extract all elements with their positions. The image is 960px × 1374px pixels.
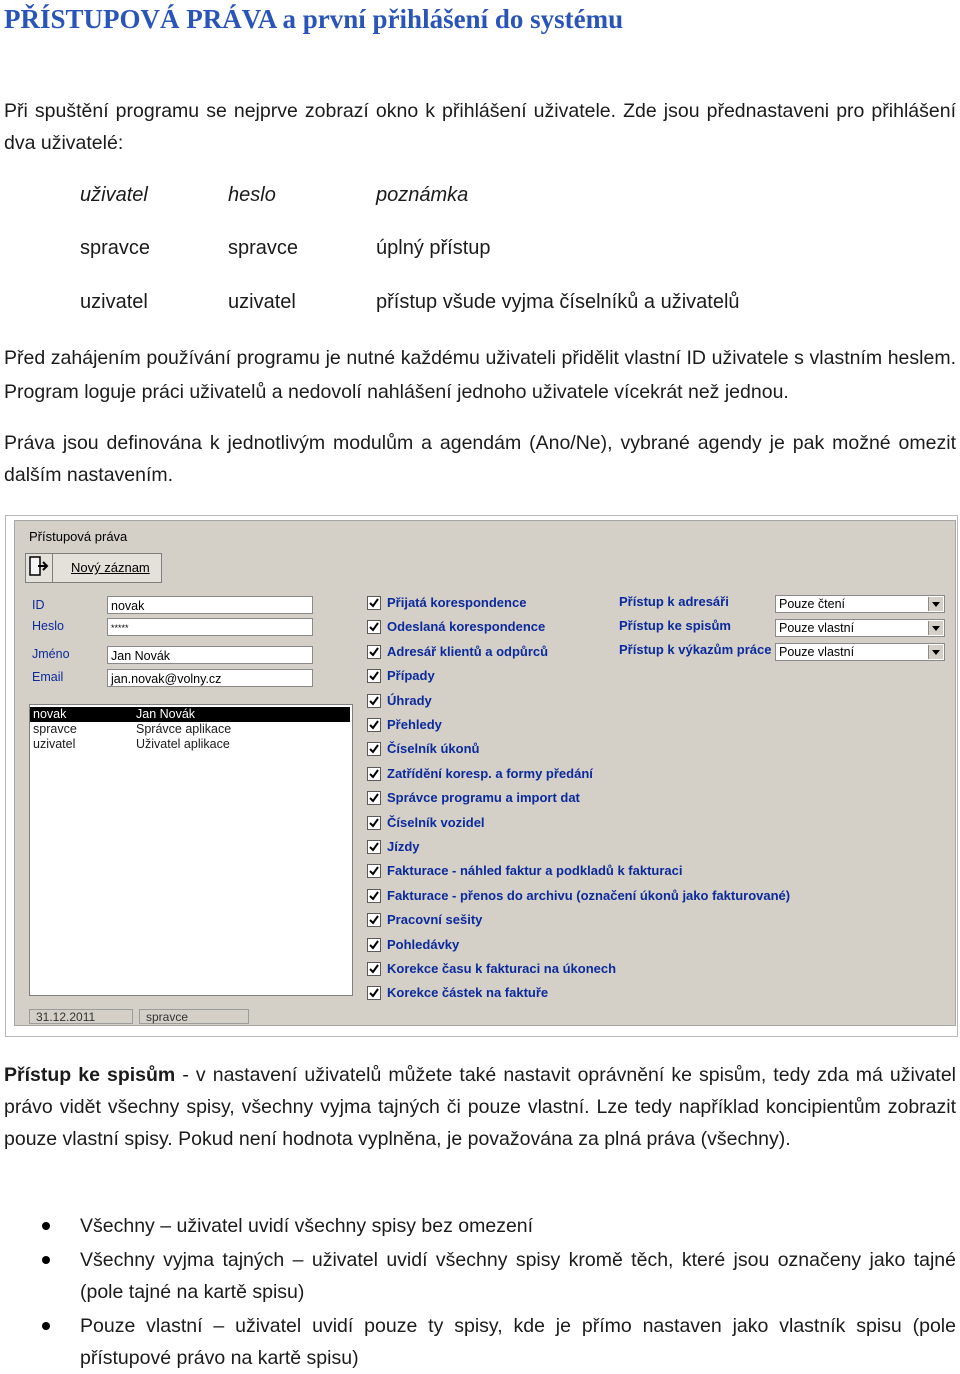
intro-paragraph: Při spuštění programu se nejprve zobrazí okno k přihlášení uživatele. Zde jsou přednastaveni pro přihlášení dva uživatelé:	[4, 100, 956, 154]
checkmark-icon	[369, 915, 379, 925]
module-checkbox[interactable]	[367, 938, 381, 952]
checkmark-icon	[369, 891, 379, 901]
checkmark-icon	[369, 696, 379, 706]
module-checkbox[interactable]	[367, 840, 381, 854]
module-checkbox-label: Jízdy	[387, 839, 420, 854]
window-title: Přístupová práva	[29, 529, 128, 544]
checkmark-icon	[369, 793, 379, 803]
module-checkbox[interactable]	[367, 986, 381, 1000]
checkmark-icon	[369, 940, 379, 950]
module-checkbox[interactable]	[367, 767, 381, 781]
module-checkbox-label: Přehledy	[387, 717, 442, 732]
status-user: spravce	[139, 1009, 249, 1024]
module-checkbox-label: Fakturace - náhled faktur a podkladů k fakturaci	[387, 863, 683, 879]
bullet-dot	[42, 1322, 50, 1330]
list-item[interactable]	[30, 737, 350, 752]
module-checkbox[interactable]	[367, 596, 381, 610]
chevron-down-icon[interactable]	[928, 645, 943, 659]
table-header-note: poznámka	[376, 184, 469, 206]
table-header-password: heslo	[228, 184, 276, 206]
module-checkbox[interactable]	[367, 791, 381, 805]
module-checkbox[interactable]	[367, 718, 381, 732]
module-checkbox[interactable]	[367, 694, 381, 708]
paragraph-rights: Práva jsou definována k jednotlivým modulům a agendám (Ano/Ne), vybrané agendy je pak možné omezit dalším nastavením.	[4, 432, 956, 486]
id-field[interactable]: novak	[107, 596, 313, 614]
list-item-name: Správce aplikace	[136, 722, 232, 736]
name-label: Jméno	[32, 647, 70, 661]
module-checkbox[interactable]	[367, 913, 381, 927]
bullet-dot	[42, 1256, 50, 1264]
table-cell: spravce	[80, 237, 151, 259]
checkmark-icon	[369, 818, 379, 828]
list-item: Pouze vlastní – uživatel uvidí pouze ty spisy, kde je přímo nastaven jako vlastník spisu (pole přístupové právo na kartě spisu)	[80, 1315, 956, 1369]
module-checkbox-label: Pohledávky	[387, 936, 460, 952]
access-address-label: Přístup k adresáři	[619, 594, 729, 609]
access-rights-window	[14, 520, 956, 1026]
file-access-text: - v nastavení uživatelů můžete také nastavit oprávnění ke spisům, tedy zda má uživatel právo vidět všechny spisy, všechny vyjma tajných či pouze vlastní. Lze tedy například koncipientům zobrazit pouze vlastní spisy. Pokud není hodnota vyplněna, je považována za plná práva (všechny).	[4, 1064, 957, 1150]
name-field[interactable]: Jan Novák	[107, 646, 313, 664]
module-checkbox[interactable]	[367, 669, 381, 683]
checkmark-icon	[369, 842, 379, 852]
module-checkbox[interactable]	[367, 889, 381, 903]
email-field[interactable]: jan.novak@volny.cz	[107, 669, 313, 687]
status-date: 31.12.2011	[29, 1009, 133, 1024]
checkmark-icon	[369, 647, 379, 657]
exit-door-icon	[26, 554, 50, 578]
table-cell: uzivatel	[228, 291, 296, 313]
module-checkbox[interactable]	[367, 620, 381, 634]
list-item-login: spravce	[33, 722, 77, 736]
chevron-down-icon[interactable]	[928, 597, 943, 611]
select-value: Pouze čtení	[779, 597, 846, 611]
checkmark-icon	[369, 671, 379, 681]
checkmark-icon	[369, 964, 379, 974]
list-item: Všechny – uživatel uvidí všechny spisy bez omezení	[80, 1215, 534, 1237]
module-checkbox-label: Korekce času k fakturaci na úkonech	[387, 961, 617, 976]
paragraph-file-access	[4, 1059, 956, 1155]
new-record-label: Nový záznam	[71, 560, 150, 575]
module-checkbox-label: Číselník vozidel	[387, 814, 485, 830]
module-checkbox-label: Číselník úkonů	[387, 741, 480, 757]
list-item-name: Jan Novák	[136, 707, 196, 721]
table-cell: přístup všude vyjma číselníků a uživatelů	[376, 291, 740, 313]
checkmark-icon	[369, 598, 379, 608]
module-checkbox[interactable]	[367, 864, 381, 878]
password-field[interactable]: *****	[107, 618, 313, 636]
checkmark-icon	[369, 720, 379, 730]
list-item-name: Uživatel aplikace	[136, 737, 230, 751]
new-record-button[interactable]	[52, 553, 162, 583]
module-checkbox[interactable]	[367, 645, 381, 659]
checkmark-icon	[369, 622, 379, 632]
select-value: Pouze vlastní	[779, 621, 855, 635]
module-checkbox-label: Odeslaná korespondence	[387, 619, 546, 635]
module-checkbox-label: Přijatá korespondence	[387, 595, 527, 610]
id-label: ID	[32, 598, 45, 612]
file-access-term: Přístup ke spisům	[4, 1064, 176, 1086]
access-files-label: Přístup ke spisům	[619, 618, 731, 633]
chevron-down-icon[interactable]	[928, 621, 943, 635]
bullet-dot	[42, 1222, 50, 1230]
select-value: Pouze vlastní	[779, 645, 855, 659]
exit-button[interactable]	[25, 553, 53, 583]
paragraph-ids: Před zahájením používání programu je nutné každému uživateli přidělit vlastní ID uživatele s vlastním heslem. Program loguje práci uživatelů a nedovolí nahlášení jednoho uživatele vícekrát než jednou.	[4, 347, 956, 403]
list-item[interactable]	[30, 707, 350, 722]
module-checkbox-label: Korekce částek na faktuře	[387, 985, 549, 1001]
page-title: PŘÍSTUPOVÁ PRÁVA a první přihlášení do systému	[4, 4, 624, 34]
access-timesheets-select[interactable]	[775, 643, 945, 661]
module-checkbox[interactable]	[367, 816, 381, 830]
list-item: Všechny vyjma tajných – uživatel uvidí všechny spisy kromě těch, které jsou označeny jako tajné (pole tajné na kartě spisu)	[80, 1249, 956, 1303]
module-checkbox-label: Fakturace - přenos do archivu (označení úkonů jako fakturované)	[387, 887, 791, 903]
list-item-login: novak	[33, 707, 67, 721]
module-checkbox-label: Adresář klientů a odpůrců	[387, 643, 549, 659]
list-item-login: uzivatel	[33, 737, 76, 751]
table-cell: uzivatel	[80, 291, 148, 313]
module-checkbox-label: Pracovní sešity	[387, 912, 483, 928]
checkmark-icon	[369, 769, 379, 779]
table-cell: spravce	[228, 237, 299, 259]
module-checkbox[interactable]	[367, 742, 381, 756]
checkmark-icon	[369, 988, 379, 998]
module-checkbox-label: Případy	[387, 668, 435, 684]
module-checkbox-label: Úhrady	[387, 692, 432, 708]
password-label: Heslo	[32, 619, 64, 633]
email-label: Email	[32, 670, 64, 684]
checkmark-icon	[369, 744, 379, 754]
module-checkbox-label: Správce programu a import dat	[387, 790, 580, 806]
access-timesheets-label: Přístup k výkazům práce	[619, 642, 772, 657]
access-rights-screenshot	[5, 515, 958, 1037]
module-checkbox-label: Zatřídění koresp. a formy předání	[387, 765, 593, 781]
table-cell: úplný přístup	[376, 237, 491, 259]
checkmark-icon	[369, 866, 379, 876]
access-files-select[interactable]	[775, 619, 945, 637]
table-header-user: uživatel	[80, 184, 148, 206]
access-address-select[interactable]	[775, 595, 945, 613]
list-item[interactable]	[30, 722, 350, 737]
module-checkbox[interactable]	[367, 962, 381, 976]
users-list[interactable]	[29, 704, 353, 996]
